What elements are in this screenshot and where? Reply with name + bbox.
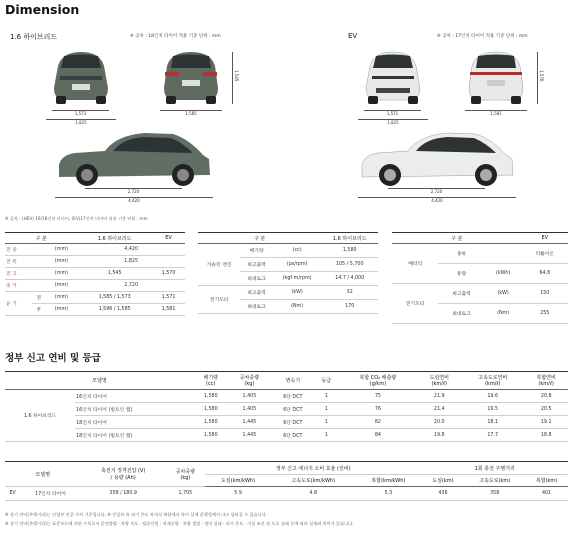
table-row: 전 폭 (mm) 1,825 xyxy=(5,256,185,268)
hybrid-front-width: 1,825 xyxy=(75,120,87,125)
table-row: 용량 (kWh) 64.8 xyxy=(392,264,568,284)
table-row: 최대토크 (Nm) 255 xyxy=(392,304,568,324)
ev-rear-track: 1,581 xyxy=(490,111,502,116)
table-row: 18인치 타이어 (빌트인 캠) 1,580 1,445 6단 DCT 1 84 19.8 17.7 18.8 xyxy=(5,429,568,442)
ev-front-width: 1,825 xyxy=(387,120,399,125)
table-row: 16인치 타이어 (빌트인 캠) 1,580 1,405 6단 DCT 1 76 21.4 19.5 20.5 xyxy=(5,403,568,416)
table-row: 최대토크 (Nm) 170 xyxy=(198,300,378,314)
table-row: 전기모터 최고출력 (kW) 32 xyxy=(198,286,378,300)
hybrid-length: 4,420 xyxy=(128,198,140,203)
footnote-2: ※ 상기 연비(주행거리)는 표준모드에 의한 수치로서 운전방법 · 차량 속도 · 탑승인원 · 적재중량 · 차량 셀정 · 정비 상태 · 외기 온도 · 기상 조건 및 도로 상태 등에 따라 실제와 차이가 있습니다. xyxy=(5,521,354,526)
table-row: EV 17인치 타이어 358 / 180.9 1,705 5.9 4.8 5.3 436 358 401 xyxy=(5,487,568,501)
hybrid-front-image xyxy=(46,48,116,106)
ev-side-image xyxy=(358,125,518,190)
dimension-table: 구 분 1.6 하이브리드 EV 전 장 (mm) 4,420 전 폭 (mm) 1,825 전 고 (mm) 1,545 1,570 축 거 (mm) 2,720 윤 거 전 (mm) 1,585 / 1,573 1,571 후 (mm) 1,596 / 1,585 1,581 xyxy=(5,232,185,316)
ev-efficiency-table: 모델명 축전지 정격전압 (V) / 용량 (Ah) 공차중량 (kg) 정부 신고 에너지 소비 효율 (전비) 1회 충전 주행거리 도심(km/kWh) 고속도로(km/kWh) 복합(km/kWh) 도심(km) 고속도로(km) 복합(km) EV 17인치 타이어 358 / 180.9 1,705 5.9 4.8 5.3 436 358 401 xyxy=(5,461,568,501)
ev-note: ※ 공차 : 17인치 타이어 적용 기준 단위 : mm xyxy=(437,34,528,39)
ev-front-track: 1,571 xyxy=(386,111,399,116)
hybrid-note: ※ 공차 : 18인치 타이어 적용 기준 단위 : mm xyxy=(130,34,221,39)
dim-footnote: ※ 공차 : (HEV) 16/18인치 타이어, (EV)17인치 타이어 적용 기준 단위 : mm xyxy=(5,216,148,221)
page-title: Dimension xyxy=(5,2,80,17)
ev-label: EV xyxy=(348,32,358,40)
engine-table: 구 분 1.6 하이브리드 가솔린 엔진 배기량 (cc) 1,580 최고출력 (ps/rpm) 105 / 5,700 최대토크 (kgf·m/rpm) 14.7 / 4,000 전기모터 최고출력 (kW) 32 최대토크 (Nm) 170 xyxy=(198,232,378,314)
hybrid-front-track: 1,573 xyxy=(74,111,87,116)
table-row: 축 거 (mm) 2,720 xyxy=(5,280,185,292)
table-row: 후 (mm) 1,596 / 1,585 1,581 xyxy=(5,304,185,316)
table-row: 전 고 (mm) 1,545 1,570 xyxy=(5,268,185,280)
ev-rear-image xyxy=(460,48,532,106)
table-row: 윤 거 전 (mm) 1,585 / 1,573 1,571 xyxy=(5,292,185,304)
hybrid-side-image xyxy=(55,125,215,190)
ev-wheelbase: 2,720 xyxy=(430,189,443,194)
hybrid-rear-image xyxy=(155,48,227,106)
hybrid-rear-track: 1,585 xyxy=(185,111,197,116)
footnote-1: ※ 상기 연비(주행거리)는 산업부 인증 수치 기준입니다. ※ 동일차 유 외기 온도 차적식 복합에서 차이 실제 운행성에서 다소 달라질 수 있습니다. xyxy=(5,512,268,517)
ev-spec-table: 구 분 EV 배터리 종류 리튬이온 용량 (kWh) 64.8 전기모터 최고출력 (kW) 150 최대토크 (Nm) 255 xyxy=(392,232,568,324)
table-row: 가솔린 엔진 배기량 (cc) 1,580 xyxy=(198,244,378,258)
ev-length: 4,420 xyxy=(431,198,443,203)
table-row: 전기모터 최고출력 (kW) 150 xyxy=(392,284,568,304)
ev-height: 1,570 xyxy=(539,70,544,82)
hybrid-label: 1.6 하이브리드 xyxy=(10,33,58,41)
ev-front-image xyxy=(358,48,428,106)
table-row: 최대토크 (kgf·m/rpm) 14.7 / 4,000 xyxy=(198,272,378,286)
hybrid-height: 1,545 xyxy=(234,70,239,82)
table-row: 배터리 종류 리튬이온 xyxy=(392,244,568,264)
fuel-table: 모델명 배기량 (cc) 공차중량 (kg) 변속기 등급 복합 CO₂ 배출량 (g/km) 도심연비 (km/ℓ) 고속도로연비 (km/ℓ) 복합연비 (km/ℓ) 1.6 하이브리드 16인치 타이어 1,580 1,405 6단 DCT 1 75 21.9 19.6 20.8 16인치 타이어 (빌트인 캠) 1,580 1,405 6단 DCT 1 76 21.4 19.5 20.5 18인치 타이어 1,580 1,445 6단 DCT 1 82 20.0 18.1 19.1 18인치 타이어 (빌트인 캠) 1,580 1,445 6단 DCT 1 84 19.8 17.7 18.8 xyxy=(5,371,568,442)
hybrid-wheelbase: 2,720 xyxy=(127,189,140,194)
fuel-section-title: 정부 신고 연비 및 등급 xyxy=(5,353,101,364)
table-row: 최고출력 (ps/rpm) 105 / 5,700 xyxy=(198,258,378,272)
table-row: 1.6 하이브리드 16인치 타이어 1,580 1,405 6단 DCT 1 75 21.9 19.6 20.8 xyxy=(5,390,568,403)
table-row: 18인치 타이어 1,580 1,445 6단 DCT 1 82 20.0 18.1 19.1 xyxy=(5,416,568,429)
table-row: 전 장 (mm) 4,420 xyxy=(5,244,185,256)
